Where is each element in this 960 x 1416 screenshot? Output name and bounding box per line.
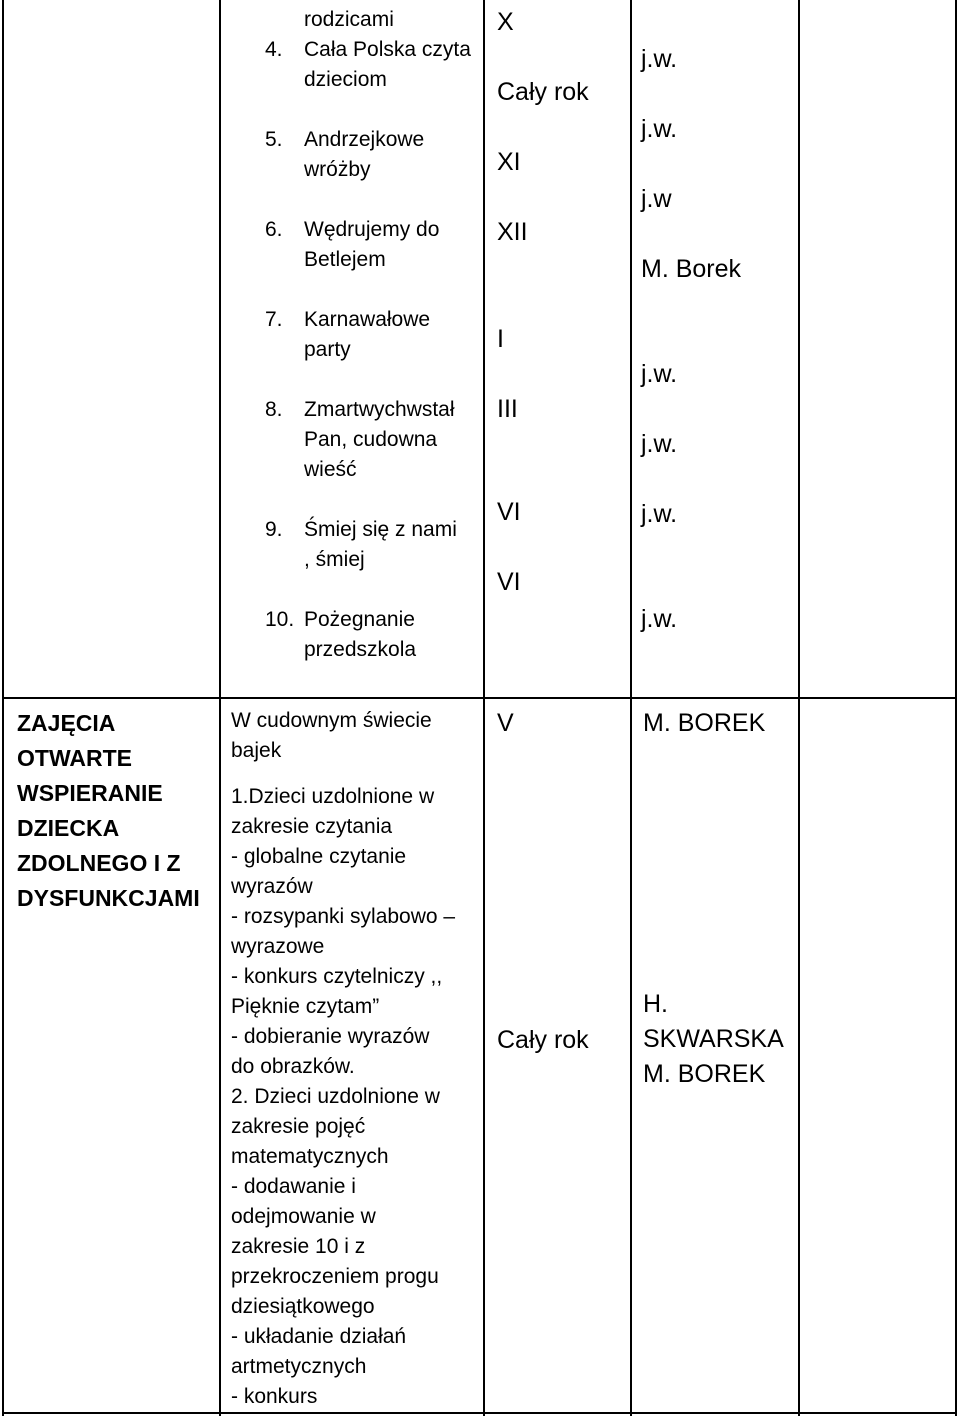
description-line: W cudownym świecie xyxy=(231,709,432,732)
category-line: OTWARTE xyxy=(17,745,132,771)
description-line: wyrazowe xyxy=(231,935,325,958)
month-label: XI xyxy=(497,148,521,176)
category-line: DYSFUNKCJAMI xyxy=(17,885,200,911)
list-item-number: 9. xyxy=(265,518,283,541)
list-item-number: 6. xyxy=(265,218,283,241)
description-line: - globalne czytanie xyxy=(231,845,407,868)
responsible-label: j.w. xyxy=(641,605,678,633)
open-class-month: V xyxy=(497,709,514,737)
description-line: - dodawanie i xyxy=(231,1175,356,1198)
month-label: VI xyxy=(497,568,521,596)
description-line: 2. Dzieci uzdolnione w xyxy=(231,1085,440,1108)
description-line: wyrazów xyxy=(231,875,313,898)
description-line: zakresie czytania xyxy=(231,815,393,838)
description-line: - dobieranie wyrazów xyxy=(231,1025,430,1048)
category-line: WSPIERANIE xyxy=(17,780,163,806)
person-line: SKWARSKA xyxy=(643,1025,784,1053)
responsible-label: j.w xyxy=(641,185,672,213)
description-line: - układanie działań xyxy=(231,1325,407,1348)
category-line: ZDOLNEGO I Z xyxy=(17,850,181,876)
list-item-text: dzieciom xyxy=(304,68,387,91)
responsible-label: j.w. xyxy=(641,430,678,458)
list-item-text: Śmiej się z nami xyxy=(304,518,457,541)
description-line: - rozsypanki sylabowo – xyxy=(231,905,456,928)
column-divider-4 xyxy=(798,0,800,1416)
month-label: Cały rok xyxy=(497,78,589,106)
list-item-text: przedszkola xyxy=(304,638,417,661)
table-border-left xyxy=(2,0,4,1416)
list-item-text: rodzicami xyxy=(304,8,394,31)
open-class-person: M. BOREK xyxy=(643,709,766,737)
list-item-number: 10. xyxy=(265,608,295,631)
responsible-label: j.w. xyxy=(641,115,678,143)
person-line: M. BOREK xyxy=(643,1060,766,1088)
month-label: I xyxy=(497,325,504,353)
category-line: DZIECKA xyxy=(17,815,120,841)
support-month: Cały rok xyxy=(497,1026,589,1054)
description-line: odejmowanie w xyxy=(231,1205,376,1228)
person-line: H. xyxy=(643,990,668,1018)
column-divider-1 xyxy=(219,0,221,1416)
responsible-label: M. Borek xyxy=(641,255,742,283)
month-label: III xyxy=(497,395,518,423)
month-label: X xyxy=(497,8,514,36)
table-border-bottom xyxy=(2,1412,957,1414)
description-line: dziesiątkowego xyxy=(231,1295,375,1318)
description-line: bajek xyxy=(231,739,282,762)
column-divider-3 xyxy=(630,0,632,1416)
month-label: VI xyxy=(497,498,521,526)
responsible-label: j.w. xyxy=(641,360,678,388)
list-item-text: wieść xyxy=(304,458,357,481)
description-line: artmetycznych xyxy=(231,1355,367,1378)
description-line: zakresie 10 i z xyxy=(231,1235,366,1258)
column-divider-2 xyxy=(483,0,485,1416)
list-item-text: , śmiej xyxy=(304,548,365,571)
description-line: przekroczeniem progu xyxy=(231,1265,439,1288)
list-item-text: Pożegnanie xyxy=(304,608,415,631)
description-line: zakresie pojęć xyxy=(231,1115,366,1138)
list-item-text: Andrzejkowe xyxy=(304,128,425,151)
list-item-text: wróżby xyxy=(304,158,371,181)
list-item-text: Wędrujemy do xyxy=(304,218,440,241)
description-line: 1.Dzieci uzdolnione w xyxy=(231,785,435,808)
description-line: do obrazków. xyxy=(231,1055,355,1078)
support-description xyxy=(231,782,481,1412)
list-item-number: 5. xyxy=(265,128,283,151)
list-item-text: Karnawałowe xyxy=(304,308,431,331)
open-class-title xyxy=(231,706,481,766)
list-item-text: party xyxy=(304,338,351,361)
responsible-label: j.w. xyxy=(641,45,678,73)
list-item-number: 7. xyxy=(265,308,283,331)
support-persons xyxy=(643,987,784,1092)
description-line: - konkurs czytelniczy ,, xyxy=(231,965,443,988)
list-item-number: 4. xyxy=(265,38,283,61)
responsible-label: j.w. xyxy=(641,500,678,528)
description-line: - konkurs xyxy=(231,1385,318,1408)
row-divider xyxy=(2,697,957,699)
list-item-text: Betlejem xyxy=(304,248,386,271)
description-line: matematycznych xyxy=(231,1145,389,1168)
list-item-text: Zmartwychwstał xyxy=(304,398,455,421)
list-item-text: Pan, cudowna xyxy=(304,428,438,451)
list-item-number: 8. xyxy=(265,398,283,421)
list-item-text: Cała Polska czyta xyxy=(304,38,471,61)
month-label: XII xyxy=(497,218,528,246)
description-line: Pięknie czytam” xyxy=(231,995,380,1018)
table-border-right xyxy=(955,0,957,1416)
category-label xyxy=(17,706,200,916)
category-line: ZAJĘCIA xyxy=(17,710,116,736)
